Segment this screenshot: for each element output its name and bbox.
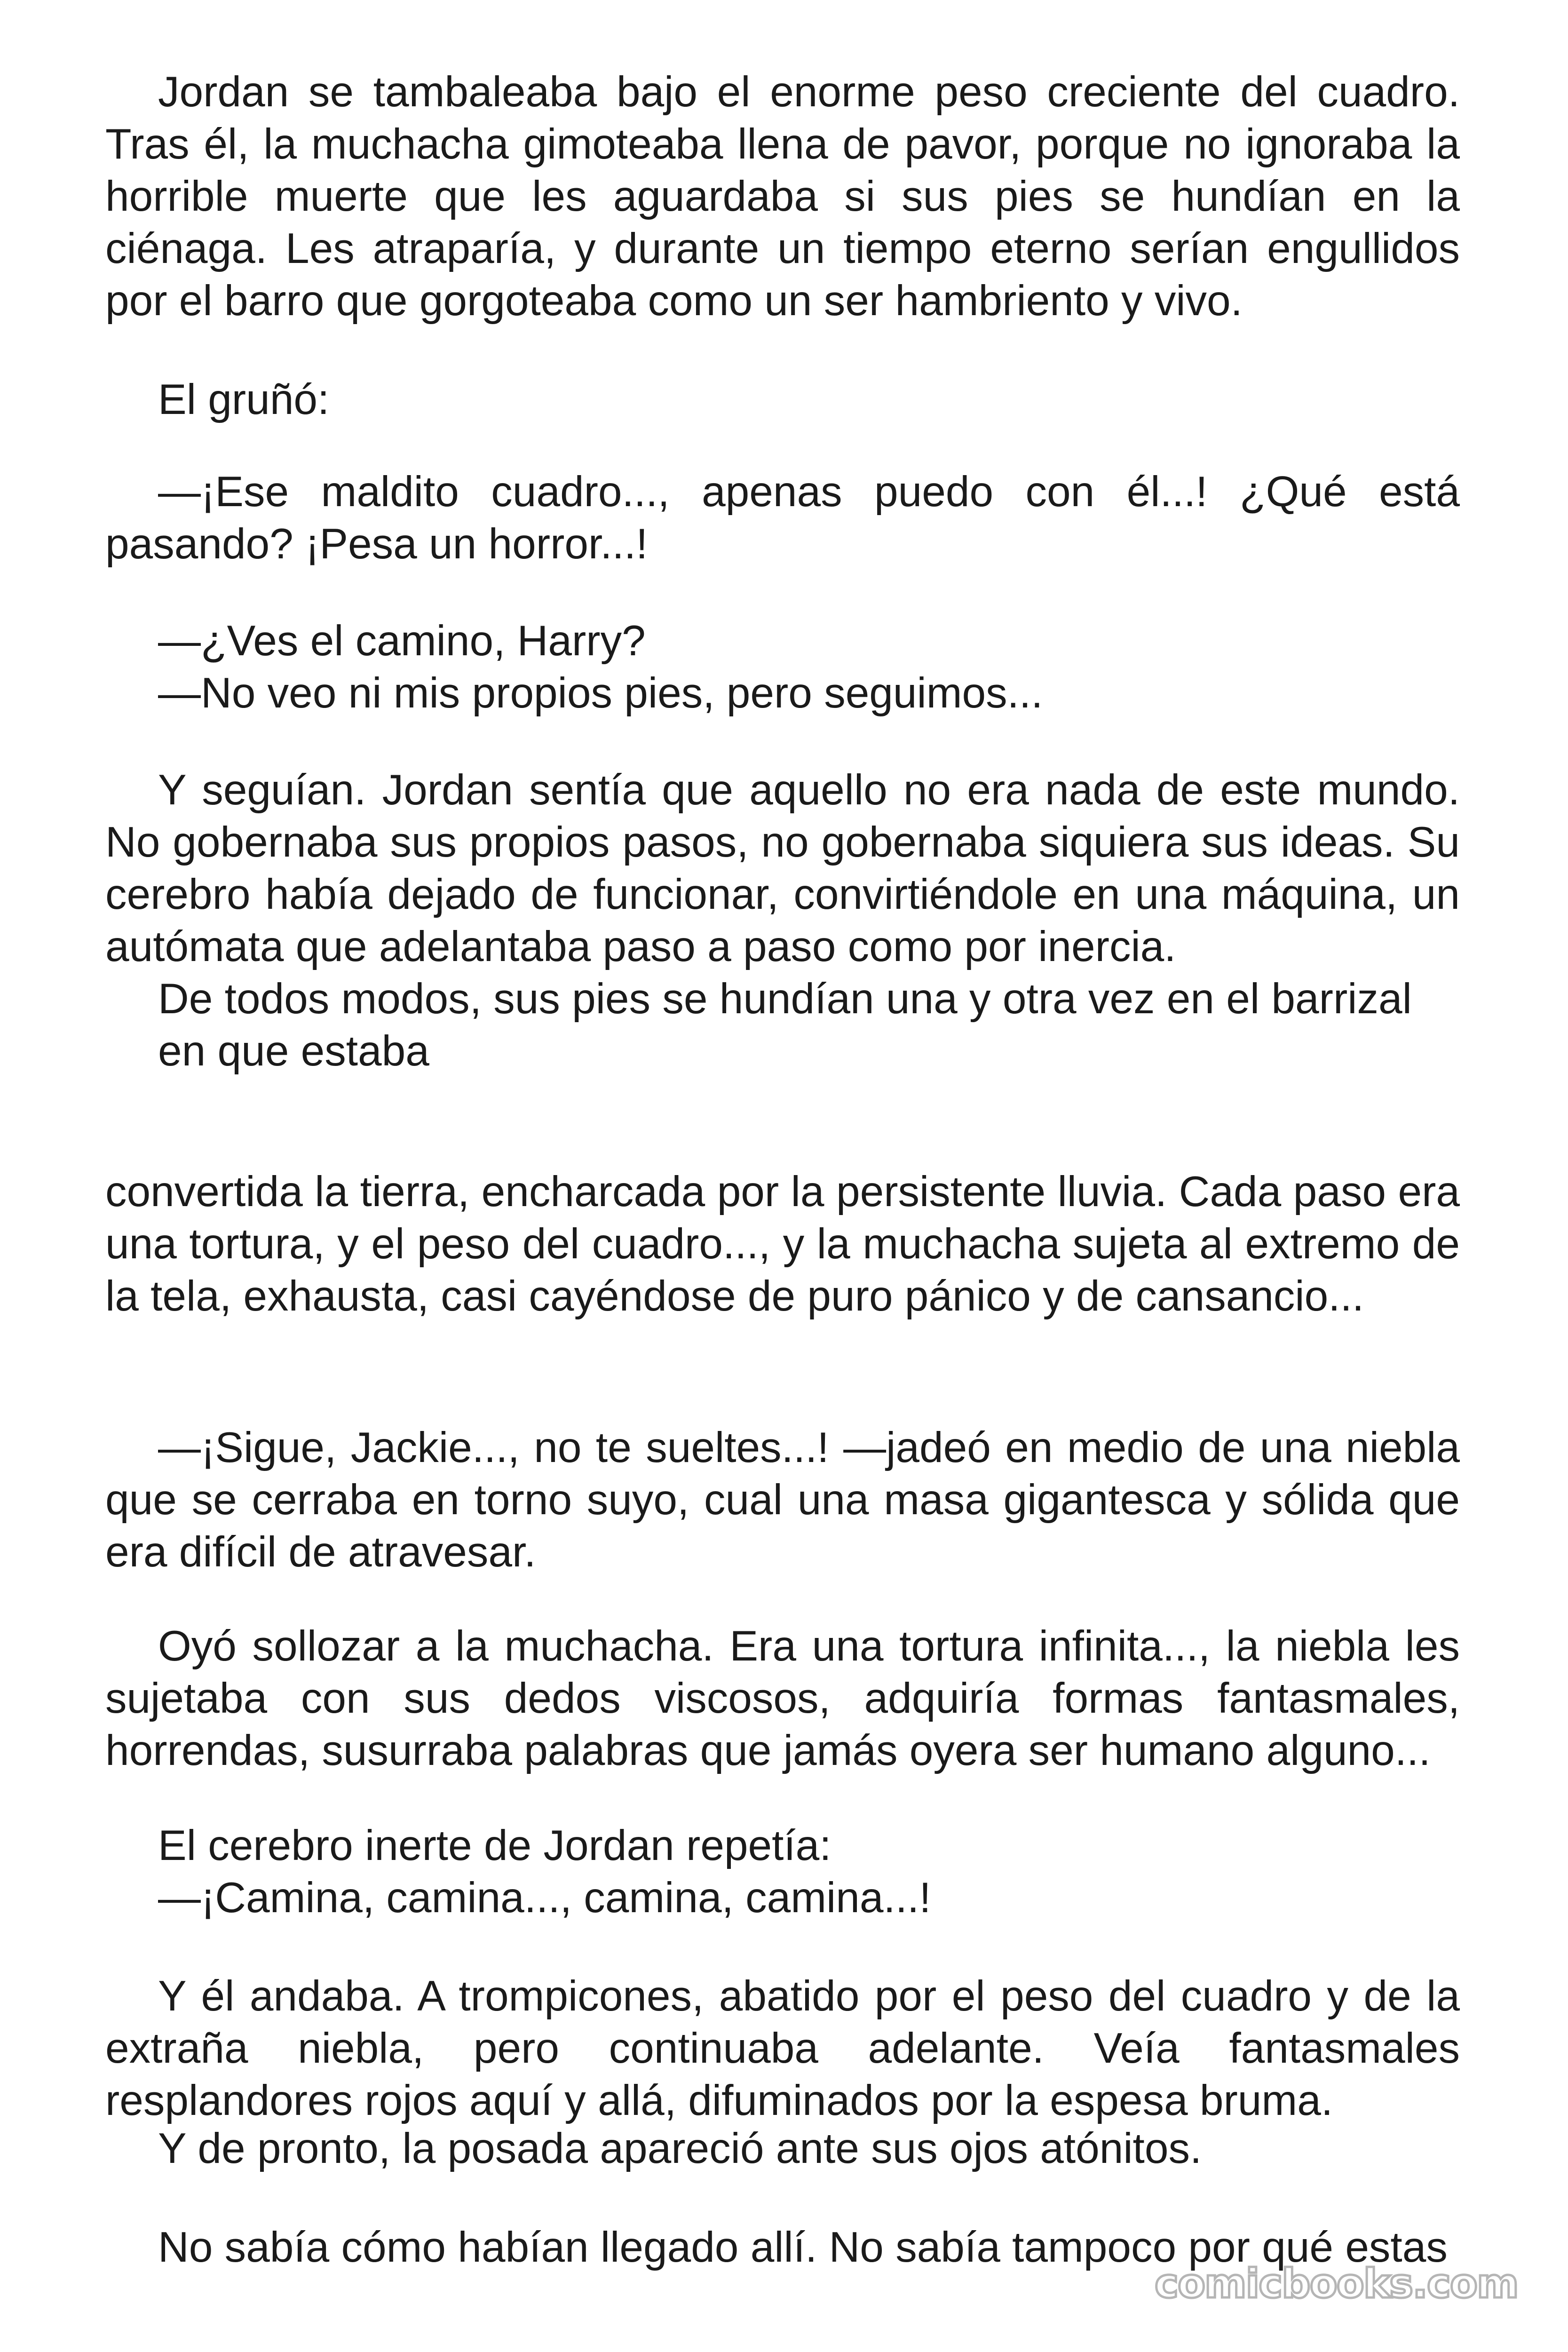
- paragraph-1: Jordan se tambaleaba bajo el enorme peso creciente del cuadro. Tras él, la muchacha gimoteaba llena de pavor, porque no ignoraba la horrible muerte que les aguardaba si sus pies se hundían en la ciénaga. Les atraparía, y durante un tiempo eterno serían engullidos por el barro que gorgoteaba como un ser hambriento y vivo.: [105, 68, 1460, 325]
- paragraph-8: en que estaba: [158, 1027, 429, 1075]
- paragraph-14: Y él andaba. A trompicones, abatido por el peso del cuadro y de la extraña niebla, pero continuaba adelante. Veía fantasmales resplandores rojos aquí y allá, difuminados por la espesa bruma.: [105, 1972, 1460, 2124]
- paragraph-9: convertida la tierra, encharcada por la persistente lluvia. Cada paso era una tortura, y el peso del cuadro..., y la muchacha sujeta al extremo de la tela, exhausta, casi cayéndose de puro pánico y de cansancio...: [105, 1168, 1460, 1320]
- paragraph-7: De todos modos, sus pies se hundían una y otra vez en el barrizal: [158, 975, 1412, 1023]
- paragraph-13: —¡Camina, camina..., camina, camina...!: [158, 1874, 931, 1922]
- paragraph-6: Y seguían. Jordan sentía que aquello no era nada de este mundo. No gobernaba sus propios pasos, no gobernaba siquiera sus ideas. Su cerebro había dejado de funcionar, convirtiéndole en una máquina, un autómata que adelantaba paso a paso como por inercia.: [105, 766, 1460, 970]
- paragraph-10: —¡Sigue, Jackie..., no te sueltes...! —jadeó en medio de una niebla que se cerraba en torno suyo, cual una masa gigantesca y sólida que era difícil de atravesar.: [105, 1424, 1460, 1576]
- paragraph-4: —¿Ves el camino, Harry?: [158, 617, 646, 665]
- paragraph-3: —¡Ese maldito cuadro..., apenas puedo con él...! ¿Qué está pasando? ¡Pesa un horror...!: [105, 468, 1460, 568]
- paragraph-16: No sabía cómo habían llegado allí. No sabía tampoco por qué estas: [158, 2224, 1448, 2271]
- paragraph-11: Oyó sollozar a la muchacha. Era una tortura infinita..., la niebla les sujetaba con sus dedos viscosos, adquiría formas fantasmales, horrendas, susurraba palabras que jamás oyera ser humano alguno...: [105, 1622, 1460, 1774]
- watermark-logo: comicbooks.com: [1155, 2260, 1518, 2307]
- paragraph-12: El cerebro inerte de Jordan repetía:: [158, 1822, 832, 1869]
- paragraph-2: El gruñó:: [158, 376, 330, 423]
- paragraph-15: Y de pronto, la posada apareció ante sus ojos atónitos.: [158, 2125, 1202, 2172]
- paragraph-5: —No veo ni mis propios pies, pero seguimos...: [158, 669, 1043, 717]
